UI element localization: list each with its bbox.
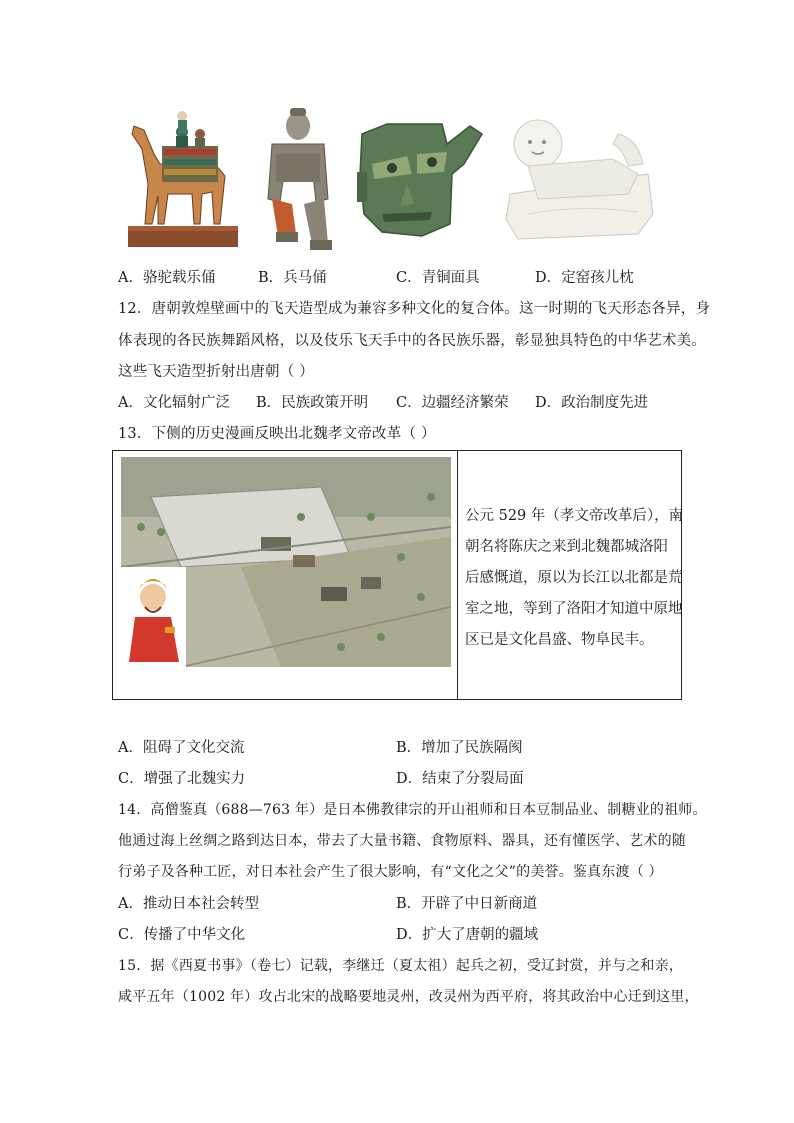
q13-stem: 13．下侧的历史漫画反映出北魏孝文帝改革（ ） bbox=[118, 426, 436, 442]
q12-option-c[interactable]: C．边疆经济繁荣 bbox=[396, 395, 509, 411]
q13-table-divider bbox=[457, 451, 458, 699]
q13-comic-table bbox=[112, 450, 682, 700]
q14-option-a[interactable]: A．推动日本社会转型 bbox=[118, 896, 259, 912]
luoyang-city-comic-image bbox=[121, 457, 451, 667]
q13-option-d[interactable]: D．结束了分裂局面 bbox=[396, 771, 524, 787]
q12-stem-line: 12．唐朝敦煌壁画中的飞天造型成为兼容多种文化的复合体。这一时期的飞天形态各异，身 bbox=[118, 301, 711, 317]
terracotta-warrior-image bbox=[258, 104, 340, 254]
q14-stem-line: 14．高僧鉴真（688—763 年）是日本佛教律宗的开山祖师和日本豆制品业、制糖业的祖师。 bbox=[118, 802, 707, 818]
q11-option-d[interactable]: D．定窑孩儿枕 bbox=[535, 270, 634, 286]
q13-caption-line: 室之地，等到了洛阳才知道中原地 bbox=[465, 601, 683, 617]
q12-option-d[interactable]: D．政治制度先进 bbox=[535, 395, 649, 411]
q13-caption-line: 后感慨道，原以为长江以北都是荒 bbox=[465, 570, 683, 586]
q14-option-d[interactable]: D．扩大了唐朝的疆域 bbox=[396, 927, 539, 943]
q12-option-b[interactable]: B．民族政策开明 bbox=[256, 395, 369, 411]
q11-option-b[interactable]: B．兵马俑 bbox=[258, 270, 327, 286]
q12-stem-line: 这些飞天造型折射出唐朝（ ） bbox=[118, 364, 314, 380]
camel-figurine-image bbox=[120, 104, 245, 254]
q14-stem-line: 行弟子及各种工匠，对日本社会产生了很大影响，有“文化之父”的美誉。鉴真东渡（ ） bbox=[118, 864, 663, 880]
q12-option-a[interactable]: A．文化辐射广泛 bbox=[118, 395, 230, 411]
q11-option-a[interactable]: A．骆驼载乐俑 bbox=[118, 270, 216, 286]
q13-caption-line: 朝名将陈庆之来到北魏都城洛阳 bbox=[465, 539, 668, 555]
q15-stem-line: 15．据《西夏书事》（卷七）记载，李继迁（夏太祖）起兵之初，受辽封赏，并与之和亲， bbox=[118, 958, 684, 974]
q11-option-c[interactable]: C．青铜面具 bbox=[396, 270, 480, 286]
q13-option-a[interactable]: A．阻碍了文化交流 bbox=[118, 740, 245, 756]
q14-option-b[interactable]: B．开辟了中日新商道 bbox=[396, 896, 538, 912]
porcelain-child-pillow-image bbox=[498, 104, 660, 254]
q15-stem-line: 咸平五年（1002 年）攻占北宋的战略要地灵州，改灵州为西平府，将其政治中心迁到这里， bbox=[118, 989, 699, 1005]
q13-caption-line: 公元 529 年（孝文帝改革后），南 bbox=[465, 508, 684, 524]
q13-option-c[interactable]: C．增强了北魏实力 bbox=[118, 771, 246, 787]
q13-caption bbox=[465, 501, 684, 656]
q13-caption-line: 区已是文化昌盛、物阜民丰。 bbox=[465, 632, 654, 648]
q14-option-c[interactable]: C．传播了中华文化 bbox=[118, 927, 246, 943]
bronze-mask-image bbox=[352, 104, 487, 254]
artifact-image-row bbox=[120, 104, 660, 254]
q12-stem-line: 体表现的各民族舞蹈风格，以及伎乐飞天手中的各民族乐器，彰显独具特色的中华艺术美。 bbox=[118, 333, 706, 349]
q13-option-b[interactable]: B．增加了民族隔阂 bbox=[396, 740, 523, 756]
q14-stem-line: 他通过海上丝绸之路到达日本，带去了大量书籍、食物原料、器具，还有懂医学、艺术的随 bbox=[118, 833, 686, 849]
